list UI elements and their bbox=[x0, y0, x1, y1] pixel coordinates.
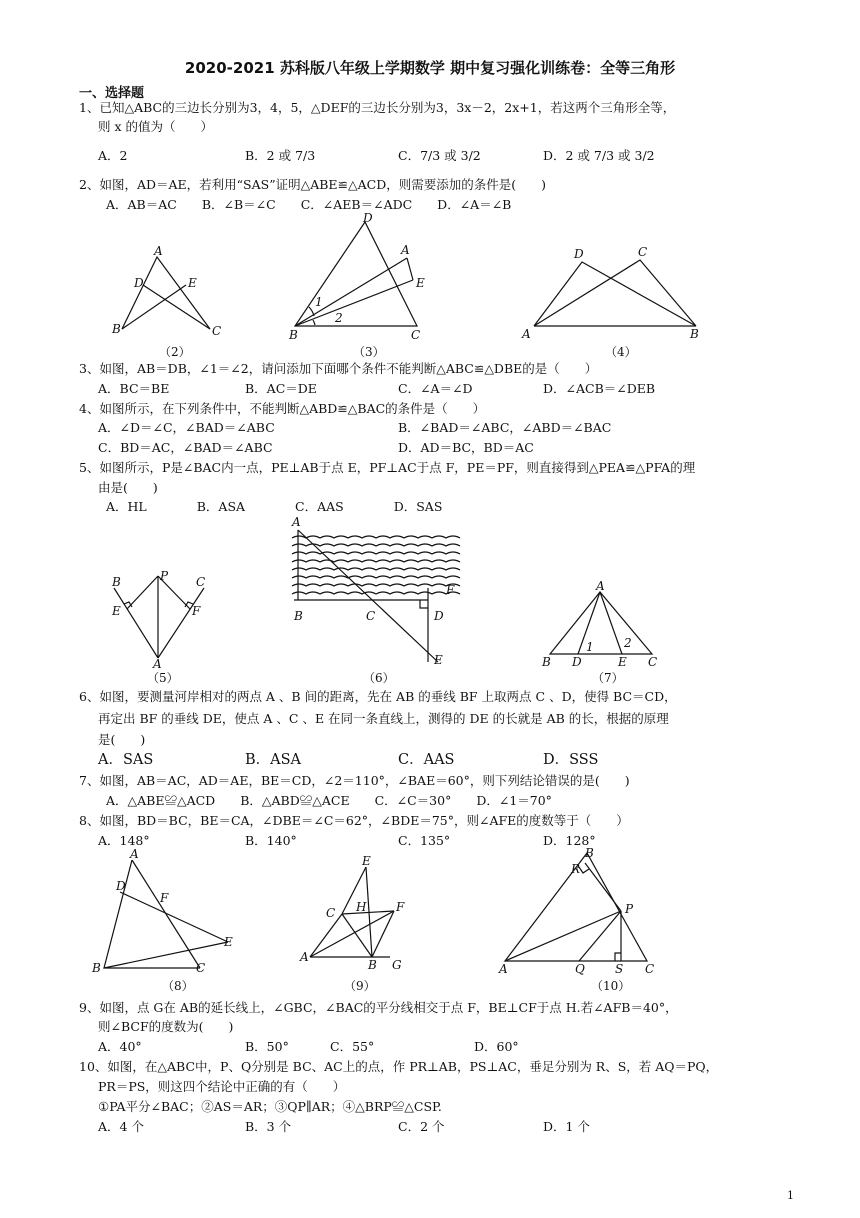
caption-8: （8） bbox=[162, 979, 194, 993]
f10-label-r: R bbox=[571, 862, 581, 876]
q9-option-c: C．55° bbox=[330, 1039, 375, 1054]
f7-label-a: A bbox=[596, 579, 605, 593]
figure-7 bbox=[540, 579, 665, 669]
f3-angle-1: 1 bbox=[315, 295, 323, 309]
q10-statements: ①PA平分∠BAC；②AS＝AR；③QP∥AR；④△BRP≌△CSP. bbox=[98, 1099, 442, 1114]
f6-wave-line bbox=[292, 544, 460, 546]
q10-option-c: C．2 个 bbox=[398, 1119, 445, 1134]
q1-option-c: C．7/3 或 3/2 bbox=[398, 148, 481, 163]
figure-2 bbox=[110, 245, 230, 345]
q1-stem: 1、已知△ABC的三边长分别为3，4，5，△DEF的三边长分别为3，3x－2，2x+1，若这两个三角形全等， bbox=[79, 100, 676, 115]
section-heading: 一、选择题 bbox=[79, 86, 145, 101]
figure-6 bbox=[288, 516, 468, 666]
q4-option-b: B．∠BAD＝∠ABC，∠ABD＝∠BAC bbox=[398, 420, 612, 435]
q3-option-c: C．∠A＝∠D bbox=[398, 381, 473, 396]
figure-9 bbox=[298, 855, 413, 975]
f8-label-a: A bbox=[130, 847, 139, 861]
f8-label-d: D bbox=[116, 879, 126, 893]
f6-label-f: F bbox=[446, 583, 455, 597]
f3-angle-2: 2 bbox=[335, 311, 343, 325]
q10-stem: 10、如图，在△ABC中，P、Q分别是 BC、AC上的点，作 PR⊥AB，PS⊥AC，垂足分别为 R、S，若 AQ＝PQ， bbox=[79, 1059, 719, 1074]
f3-label-b: B bbox=[289, 328, 298, 342]
f2-label-e: E bbox=[188, 276, 197, 290]
f6-wave-line bbox=[292, 552, 460, 554]
f5-label-c: C bbox=[196, 575, 206, 589]
q2-options: A．AB＝AC B．∠B＝∠C C．∠AEB＝∠ADC D．∠A＝∠B bbox=[106, 197, 512, 212]
f7-label-c: C bbox=[648, 655, 658, 669]
q6-option-d: D．SSS bbox=[543, 752, 599, 768]
figure-4 bbox=[520, 242, 710, 342]
f8-label-c: C bbox=[196, 961, 206, 975]
f3-label-d: D bbox=[363, 211, 373, 225]
f6-wave-line bbox=[292, 536, 460, 538]
f8-label-f: F bbox=[160, 891, 169, 905]
q6-option-a: A．SAS bbox=[98, 752, 154, 768]
f8-label-e: E bbox=[224, 935, 233, 949]
f5-label-b: B bbox=[112, 575, 121, 589]
f4-label-c: C bbox=[638, 245, 648, 259]
q6-stem: 6、如图，要测量河岸相对的两点 A 、B 间的距离，先在 AB 的垂线 BF 上取两点 C 、D，使得 BC＝CD， bbox=[79, 689, 677, 704]
f2-label-b: B bbox=[112, 322, 121, 336]
f5-label-p: P bbox=[160, 569, 169, 583]
q9-stem-cont: 则∠BCF的度数为( ) bbox=[98, 1019, 234, 1034]
page-title: 2020-2021 苏科版八年级上学期数学 期中复习强化训练卷：全等三角形 bbox=[184, 59, 676, 77]
q8-option-d: D．128° bbox=[543, 833, 596, 848]
q10-stem-cont: PR＝PS，则这四个结论中正确的有（ ） bbox=[98, 1079, 346, 1094]
q6-option-c: C．AAS bbox=[398, 752, 455, 768]
figure-10 bbox=[495, 845, 670, 975]
q8-stem: 8、如图，BD＝BC，BE＝CA，∠DBE＝∠C＝62°，∠BDE＝75°，则∠AFE的度数等于（ ） bbox=[79, 813, 629, 828]
caption-7: （7） bbox=[592, 671, 624, 685]
q1-stem-cont: 则 x 的值为（ ） bbox=[98, 119, 213, 134]
q6-stem-cont: 再定出 BF 的垂线 DE，使点 A 、C 、E 在同一条直线上，测得的 DE 的长就是 AB 的长，根据的原理 bbox=[98, 711, 669, 726]
f7-angle-2: 2 bbox=[624, 636, 632, 650]
f5-label-e: E bbox=[112, 604, 121, 618]
f7-label-e: E bbox=[618, 655, 627, 669]
q3-stem: 3、如图，AB＝DB，∠1＝∠2，请问添加下面哪个条件不能判断△ABC≌△DBE的是（ ） bbox=[79, 361, 598, 376]
q7-stem: 7、如图，AB＝AC，AD＝AE，BE＝CD，∠2＝110°，∠BAE＝60°，则下列结论错误的是( ) bbox=[79, 773, 630, 788]
q8-option-a: A．148° bbox=[98, 833, 150, 848]
f9-label-f: F bbox=[396, 900, 405, 914]
q1-option-b: B．2 或 7/3 bbox=[245, 148, 316, 163]
q5-stem: 5、如图所示，P是∠BAC内一点，PE⊥AB于点 E，PF⊥AC于点 F，PE＝PF，则直接得到△PEA≌△PFA的理 bbox=[79, 460, 696, 475]
q4-option-d: D．AD＝BC，BD＝AC bbox=[398, 440, 534, 455]
caption-3: （3） bbox=[353, 345, 385, 359]
q8-option-b: B．140° bbox=[245, 833, 297, 848]
caption-4: （4） bbox=[605, 345, 637, 359]
caption-9: （9） bbox=[344, 979, 376, 993]
q3-option-d: D．∠ACB＝∠DEB bbox=[543, 381, 656, 396]
f7-angle-1: 1 bbox=[586, 640, 594, 654]
q5-stem-cont: 由是( ) bbox=[98, 480, 158, 495]
q5-options: A．HL B．ASA C．AAS D．SAS bbox=[106, 499, 443, 514]
f2-label-a: A bbox=[154, 244, 163, 258]
f2-label-d: D bbox=[134, 276, 144, 290]
f4-label-d: D bbox=[574, 247, 584, 261]
q3-option-a: A．BC＝BE bbox=[98, 381, 170, 396]
f5-label-a: A bbox=[153, 657, 162, 671]
f6-label-c: C bbox=[366, 609, 376, 623]
f6-label-b: B bbox=[294, 609, 303, 623]
q8-option-c: C．135° bbox=[398, 833, 451, 848]
caption-6: （6） bbox=[363, 671, 395, 685]
caption-2: （2） bbox=[159, 345, 191, 359]
f9-label-e: E bbox=[362, 854, 371, 868]
page-number: 1 bbox=[787, 1189, 794, 1202]
f6-label-e: E bbox=[434, 653, 443, 667]
f2-label-c: C bbox=[212, 324, 222, 338]
caption-10: （10） bbox=[591, 979, 631, 993]
f9-label-g: G bbox=[392, 958, 402, 972]
f6-label-a: A bbox=[292, 515, 301, 529]
f3-label-c: C bbox=[411, 328, 421, 342]
q2-stem: 2、如图，AD＝AE，若利用“SAS”证明△ABE≌△ACD，则需要添加的条件是( ) bbox=[79, 177, 546, 192]
f10-label-q: Q bbox=[575, 962, 585, 976]
q7-options: A．△ABE≌△ACD B．△ABD≌△ACE C．∠C＝30° D．∠1＝70° bbox=[106, 793, 552, 808]
q9-option-d: D．60° bbox=[474, 1039, 519, 1054]
q3-option-b: B．AC＝DE bbox=[245, 381, 317, 396]
q9-option-a: A．40° bbox=[98, 1039, 142, 1054]
q1-option-d: D．2 或 7/3 或 3/2 bbox=[543, 148, 655, 163]
f10-label-p: P bbox=[625, 902, 634, 916]
f3-label-a: A bbox=[401, 243, 410, 257]
f4-label-b: B bbox=[690, 327, 699, 341]
f5-label-f: F bbox=[192, 604, 201, 618]
f9-label-c: C bbox=[326, 906, 336, 920]
f10-label-c: C bbox=[645, 962, 655, 976]
q6-option-b: B．ASA bbox=[245, 752, 302, 768]
q10-option-d: D．1 个 bbox=[543, 1119, 590, 1134]
q4-option-c: C．BD＝AC，∠BAD＝∠ABC bbox=[98, 440, 273, 455]
f6-wave-line bbox=[292, 584, 460, 586]
f7-label-b: B bbox=[542, 655, 551, 669]
f10-label-a: A bbox=[499, 962, 508, 976]
f10-label-b: B bbox=[585, 846, 594, 860]
q4-stem: 4、如图所示，在下列条件中，不能判断△ABD≌△BAC的条件是（ ） bbox=[79, 401, 486, 416]
f6-label-d: D bbox=[434, 609, 444, 623]
q10-option-b: B．3 个 bbox=[245, 1119, 292, 1134]
figure-5 bbox=[108, 570, 218, 670]
f8-label-b: B bbox=[92, 961, 101, 975]
f9-label-a: A bbox=[300, 950, 309, 964]
f3-label-e: E bbox=[416, 276, 425, 290]
q9-option-b: B．50° bbox=[245, 1039, 289, 1054]
q6-stem-end: 是( ) bbox=[98, 732, 146, 747]
f9-label-h: H bbox=[356, 900, 367, 914]
f6-wave-line bbox=[292, 592, 460, 594]
f6-wave-line bbox=[292, 560, 460, 562]
caption-5: （5） bbox=[147, 671, 179, 685]
f6-wave-line bbox=[292, 568, 460, 570]
f4-label-a: A bbox=[522, 327, 531, 341]
figure-3 bbox=[285, 212, 435, 342]
f10-label-s: S bbox=[615, 962, 624, 976]
f9-label-b: B bbox=[368, 958, 377, 972]
q1-option-a: A．2 bbox=[98, 148, 128, 163]
f7-label-d: D bbox=[572, 655, 582, 669]
q9-stem: 9、如图，点 G在 AB的延长线上，∠GBC，∠BAC的平分线相交于点 F，BE⊥CF于点 H.若∠AFB＝40°， bbox=[79, 1000, 678, 1015]
q10-option-a: A．4 个 bbox=[98, 1119, 144, 1134]
f6-wave-line bbox=[292, 576, 460, 578]
q4-option-a: A．∠D＝∠C，∠BAD＝∠ABC bbox=[98, 420, 275, 435]
figure-8 bbox=[90, 848, 250, 978]
